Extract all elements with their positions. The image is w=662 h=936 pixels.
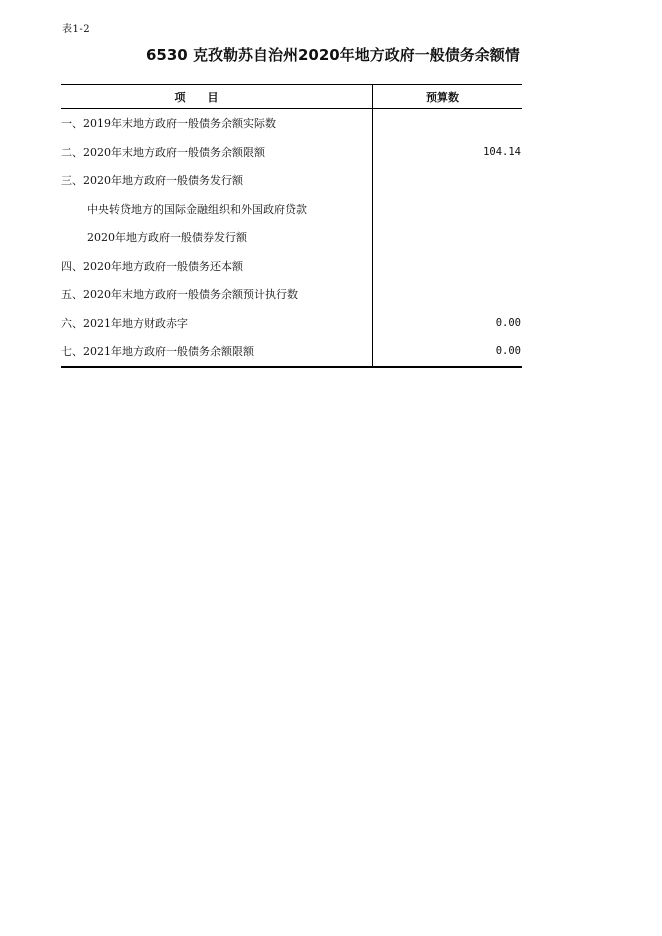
row-value — [373, 166, 522, 195]
table-row — [61, 138, 522, 167]
table-row — [61, 223, 522, 252]
row-label: 三、2020年地方政府一般债务发行额 — [61, 166, 373, 195]
row-label: 二、2020年末地方政府一般债务余额限额 — [61, 138, 373, 167]
row-label: 中央转贷地方的国际金融组织和外国政府贷款 — [61, 195, 373, 224]
row-label: 四、2020年地方政府一般债务还本额 — [61, 252, 373, 281]
row-label: 六、2021年地方财政赤字 — [61, 309, 373, 338]
table-row — [61, 109, 522, 138]
table-body — [61, 109, 522, 368]
table-row — [61, 337, 522, 366]
row-value — [373, 109, 522, 138]
row-value — [373, 280, 522, 309]
table-row — [61, 195, 522, 224]
debt-table — [61, 84, 522, 368]
row-value — [373, 223, 522, 252]
table-row — [61, 309, 522, 338]
table-row — [61, 280, 522, 309]
header-value: 预算数 — [426, 90, 459, 104]
row-label: 一、2019年末地方政府一般债务余额实际数 — [61, 109, 373, 138]
row-value: 0.00 — [495, 345, 521, 358]
row-value — [373, 195, 522, 224]
row-label: 2020年地方政府一般债券发行额 — [61, 223, 373, 252]
row-value: 0.00 — [495, 316, 521, 329]
page-title: 6530 克孜勒苏自治州2020年地方政府一般债务余额情 — [146, 46, 520, 64]
title-container — [62, 44, 523, 70]
row-label: 七、2021年地方政府一般债务余额限额 — [61, 337, 373, 366]
row-value: 104.14 — [483, 145, 521, 158]
row-value — [373, 252, 522, 281]
header-item: 项 目 — [61, 85, 373, 108]
row-label: 五、2020年末地方政府一般债务余额预计执行数 — [61, 280, 373, 309]
table-row — [61, 166, 522, 195]
table-row — [61, 252, 522, 281]
table-header-row — [61, 84, 522, 109]
table-number-label: 表1-2 — [62, 24, 91, 35]
